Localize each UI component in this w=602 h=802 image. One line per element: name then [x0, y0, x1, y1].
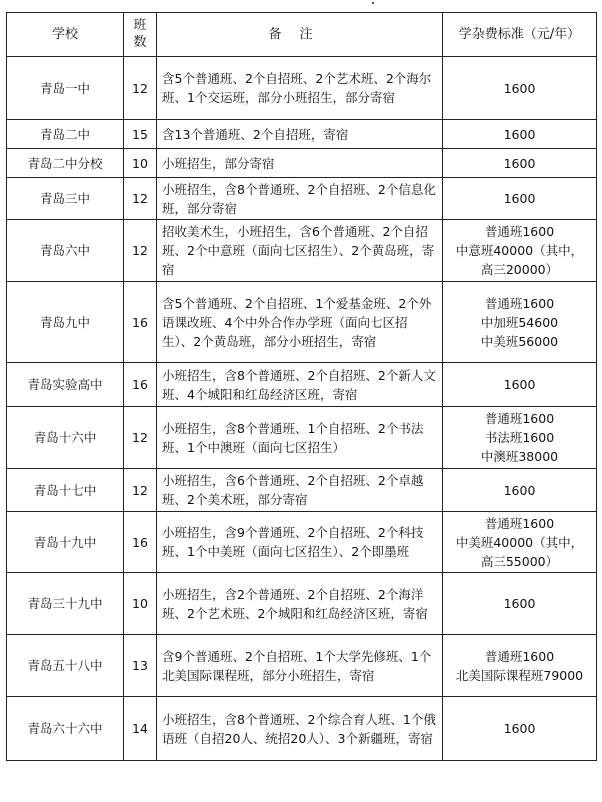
header-school: 学校: [7, 13, 124, 57]
fee-line: 1600: [503, 191, 536, 206]
remarks: 含5个普通班、2个自招班、1个爱基金班、2个外语课改班、4个中外合作办学班（面向七区招生）、2个黄岛班，部分小班招生，寄宿: [157, 282, 443, 363]
fee-line: 普通班1600: [484, 515, 555, 531]
school-name: 青岛实验高中: [7, 363, 124, 407]
school-name: 青岛十七中: [7, 469, 124, 512]
remarks: 小班招生，含8个普通班、2个自招班、2个新人文班、4个城阳和红岛经济区班，寄宿: [157, 363, 443, 407]
fee-cell: [443, 57, 597, 120]
table-row: [7, 178, 597, 220]
fee-line: 高三55000）: [480, 553, 559, 569]
fee-cell: [443, 120, 597, 149]
fee-line: 书法班1600: [484, 430, 555, 445]
table-row: [7, 120, 597, 149]
fee-line: 1600: [503, 155, 536, 171]
fee-cell: [443, 469, 597, 512]
header-fee: 学杂费标准（元/年）: [443, 13, 597, 57]
remarks: 小班招生，部分寄宿: [157, 149, 443, 178]
fee-cell: [443, 178, 597, 220]
fee-line: 中澳班38000: [480, 449, 559, 464]
class-count: 12: [124, 178, 157, 220]
fee-line: 中美班40000（其中，: [455, 534, 584, 550]
class-count: 12: [124, 407, 157, 469]
fee-cell: [443, 363, 597, 407]
fee-line: 1600: [503, 482, 536, 498]
table-row: [7, 282, 597, 363]
school-name: 青岛三十九中: [7, 573, 124, 635]
class-count: 16: [124, 282, 157, 363]
fee-line: 普通班1600: [484, 648, 555, 664]
table-row: [7, 363, 597, 407]
fee-cell: [443, 573, 597, 635]
school-name: 青岛九中: [7, 282, 124, 363]
header-note: 备注: [157, 13, 443, 57]
remarks: 小班招生，含8个普通班、1个自招班、2个书法班、1个中澳班（面向七区招生）: [157, 407, 443, 469]
fee-line: 中加班54600: [480, 314, 559, 330]
table-row: [7, 635, 597, 697]
class-count: 12: [124, 469, 157, 512]
fee-cell: [443, 407, 597, 469]
fee-line: 1600: [503, 80, 536, 96]
school-name: 青岛三中: [7, 178, 124, 220]
remarks: 小班招生，含8个普通班、2个自招班、2个信息化班，部分寄宿: [157, 178, 443, 220]
table-row: [7, 220, 597, 282]
class-count: 12: [124, 57, 157, 120]
table-row: [7, 512, 597, 573]
class-count: 16: [124, 512, 157, 573]
class-count: 15: [124, 120, 157, 149]
scan-speck: [372, 2, 374, 4]
school-name: 青岛六十六中: [7, 697, 124, 761]
table-row: [7, 57, 597, 120]
table-body: [7, 57, 597, 761]
fee-line: 1600: [503, 377, 536, 392]
class-count: 13: [124, 635, 157, 697]
school-name: 青岛六中: [7, 220, 124, 282]
fee-line: 高三20000）: [480, 262, 559, 277]
class-count: 10: [124, 573, 157, 635]
header-row: [7, 13, 597, 57]
fee-line: 1600: [503, 721, 536, 736]
fee-cell: [443, 635, 597, 697]
fee-line: 1600: [503, 126, 536, 142]
school-name: 青岛二中: [7, 120, 124, 149]
remarks: 含9个普通班、2个自招班、1个大学先修班、1个北美国际课程班，部分小班招生，寄宿: [157, 635, 443, 697]
class-count: 12: [124, 220, 157, 282]
remarks: 含5个普通班、2个自招班、2个艺术班、2个海尔班、1个交运班，部分小班招生，部分寄宿: [157, 57, 443, 120]
fee-cell: [443, 149, 597, 178]
header-count: [124, 13, 157, 57]
fee-line: 1600: [503, 596, 536, 611]
remarks: 含13个普通班、2个自招班，寄宿: [157, 120, 443, 149]
school-name: 青岛五十八中: [7, 635, 124, 697]
class-count: 16: [124, 363, 157, 407]
table-row: [7, 697, 597, 761]
school-name: 青岛一中: [7, 57, 124, 120]
fee-line: 普通班1600: [484, 224, 555, 239]
remarks: 小班招生，含2个普通班、2个自招班、2个海洋班、2个艺术班、2个城阳和红岛经济区班，寄宿: [157, 573, 443, 635]
table-row: [7, 573, 597, 635]
table-row: [7, 407, 597, 469]
class-count: 10: [124, 149, 157, 178]
table-row: [7, 469, 597, 512]
fee-cell: [443, 697, 597, 761]
school-name: 青岛十六中: [7, 407, 124, 469]
fee-cell: [443, 512, 597, 573]
fee-line: 普通班1600: [484, 411, 555, 426]
remarks: 小班招生，含6个普通班、2个自招班、2个卓越班、2个美术班，部分寄宿: [157, 469, 443, 512]
fee-line: 中意班40000（其中，: [455, 243, 584, 258]
header-count-label: 班数: [133, 18, 147, 50]
remarks: 小班招生，含8个普通班、2个综合育人班、1个俄语班（自招20人、统招20人）、3个新疆班，寄宿: [157, 697, 443, 761]
fee-line: 普通班1600: [484, 295, 555, 311]
fee-line: 北美国际课程班79000: [455, 667, 584, 683]
school-fee-table: [6, 12, 597, 761]
school-name: 青岛二中分校: [7, 149, 124, 178]
remarks: 招收美术生，小班招生，含6个普通班、2个自招班、2个中意班（面向七区招生）、2个黄岛班，寄宿: [157, 220, 443, 282]
class-count: 14: [124, 697, 157, 761]
fee-cell: [443, 220, 597, 282]
school-name: 青岛十九中: [7, 512, 124, 573]
remarks: 小班招生，含9个普通班、2个自招班、2个科技班、1个中美班（面向七区招生）、2个即墨班: [157, 512, 443, 573]
table-row: [7, 149, 597, 178]
fee-line: 中美班56000: [480, 333, 559, 349]
fee-cell: [443, 282, 597, 363]
